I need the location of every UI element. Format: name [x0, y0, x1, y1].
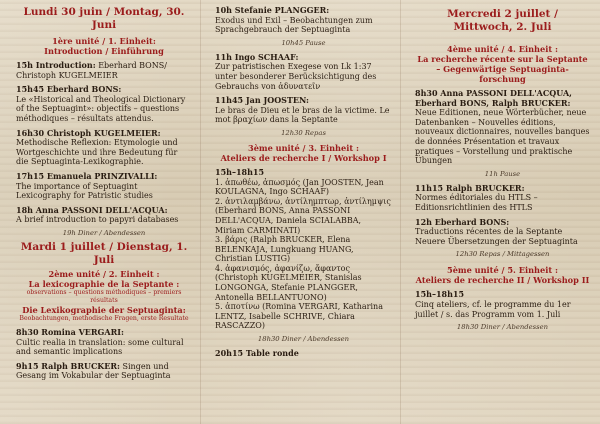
unit5-title: 5ème unité / 5. Einheit : [447, 265, 558, 276]
session-text: Exodus und Exil – Beobachtungen zum Sprachgebrauch der Septuaginta [215, 15, 373, 35]
session-text: The importance of Septuagint Lexicography for Patristic studies [16, 181, 153, 201]
session-time: 11h15 Ralph BRUCKER: [415, 182, 525, 193]
session-text: Zur patristischen Exegese von Lk 1:37 unter besonderer Berücksichtigung des Gebrauchs von ἀδυνατεῖν [215, 62, 377, 91]
session-time: 10h Stefanie PLANGGER: [215, 5, 330, 15]
session-editions [415, 89, 590, 166]
session-plangger [215, 6, 392, 35]
session-joosten [215, 96, 392, 125]
day-header-wednesday-de: Mittwoch, 2. Juli [453, 21, 552, 33]
session-text: Singen und Gesang im Vokabular der Septuaginta [16, 361, 171, 381]
unit3-title: 3ème unité / 3. Einheit : [248, 142, 359, 153]
pause-lunch: 12h30 Repas [281, 128, 326, 137]
day-header-wednesday-fr: Mercredi 2 juillet / [447, 8, 558, 20]
workshop-time-label: 15h–18h15 [215, 166, 265, 177]
workshop-item: 1. ἀπωθέω, ἀπωσμός (Jan JOOSTEN, Jean KOULAGNA, Ingo SCHAAF) [215, 177, 384, 197]
session-time: 20h15 Table ronde [215, 348, 299, 359]
workshop-item: 5. ἀποτίνω (Romina VERGARI, Katharina LENTZ, Isabelle SCHRIVE, Chiara RASCAZZO) [215, 302, 383, 331]
session-time: 9h15 Ralph BRUCKER: [16, 360, 120, 371]
workshop-item: 2. ἀντιλαμβάνω, ἀντίλημπτωρ, ἀντίλημψις (Eberhard BONS, Anna PASSONI DELL'ACQUA, Daniela SCIALABBA, Miriam CARMINATI) [215, 196, 391, 235]
session-bons [16, 85, 192, 123]
session-time: 11h Ingo SCHAAF: [215, 51, 299, 62]
unit4-title: 4ème unité / 4. Einheit : [447, 44, 558, 54]
session-brucker-htls [415, 184, 590, 213]
pause-1: 11h Pause [484, 169, 521, 178]
session-time: 8h30 Anna PASSONI DELL'ACQUA, Eberhard BONS, Ralph BRUCKER: [415, 88, 572, 108]
workshop2-note: Cinq ateliers, cf. le programme du 1er juillet / s. das Programm vom 1. Juli [415, 299, 571, 319]
workshop-time-label: 15h–18h15 [415, 289, 465, 300]
session-text: Le bras de Dieu et le bras de la victime. Le mot βραχίων dans la Septante [215, 105, 390, 125]
session-time: 8h30 Romina VERGARI: [16, 326, 124, 337]
unit1-title: 1ère unité / 1. Einheit: [52, 36, 156, 46]
session-time: 15h45 Eberhard BONS: [16, 84, 122, 95]
session-schaaf [215, 53, 392, 91]
session-text: Eberhard BONS/ Christoph KUGELMEIER [16, 61, 167, 80]
session-time: 15h Introduction: [16, 60, 96, 70]
column-wednesday [400, 0, 600, 424]
unit4-subtitle: La recherche récente sur la Septante – Gegenwärtige Septuaginta-forschung [417, 54, 588, 84]
workshop-item: 3. βάρις (Ralph BRUCKER, Elena BELENKAJA, Lungkuang HUANG, Christian LUSTIG) [215, 235, 354, 264]
session-prinzivalli [16, 172, 192, 201]
session-text: Normes éditoriales du HTLS – Editionsrichtlinien des HTLS [415, 193, 538, 212]
unit2-title: 2ème unité / 2. Einheit : [48, 268, 160, 279]
session-time: 16h30 Christoph KUGELMEIER: [16, 127, 161, 138]
pause-dinner-1: 19h Diner / Abendessen [62, 228, 146, 237]
session-kugelmeier [16, 129, 192, 167]
unit2-subtitle-de: Die Lexikographie der Septuaginta: [22, 304, 186, 315]
session-text: Neue Editionen, neue Wörterbücher, neue Datenbanken – Nouvelles éditions, nouveaux dictionnaires, nouvelles banques de données Présentation et travaux pratiques – Vorstellung und praktische Übungen [415, 108, 590, 166]
workshop-item: 4. ἀφανισμός, ἀφανίζω, ἄφαντος (Christoph KUGELMEIER, Stanislas LONGONGA, Stefanie PLANGGER, Antonella BELLANTUONO) [215, 263, 362, 302]
pause-dinner-2: 18h30 Diner / Abendessen [257, 335, 350, 344]
unit5-subtitle: Ateliers de recherche II / Workshop II [415, 275, 590, 286]
session-introduction [16, 61, 192, 80]
session-time: 12h Eberhard BONS: [415, 216, 510, 227]
day-header-monday: Lundi 30 juin / Montag, 30. Juni [23, 6, 185, 31]
unit2-subtitle-fr: La lexicographie de la Septante : [28, 278, 180, 289]
session-bons-translations [415, 218, 590, 247]
session-table-ronde [215, 349, 392, 359]
pause-lunch: 12h30 Repas / Mittagessen [455, 250, 550, 259]
workshop-time [215, 168, 392, 178]
unit2-note-fr: observations – questions méthodiques – premiers résultats [26, 288, 182, 304]
column-monday-tuesday [0, 0, 200, 424]
session-text: Methodische Reflexion: Etymologie und Wortgeschichte und ihre Bedeutung für die Septuaginta-Lexikographie. [16, 138, 178, 167]
session-passoni [16, 206, 192, 225]
session-text: Le «Historical and Theological Dictionary of the Septuagint»: objectifs – questions méthodiques – résultats attendus. [16, 94, 186, 123]
session-text: Traductions récentes de la Septante Neuere Übersetzungen der Septuaginta [415, 227, 578, 246]
session-text: A brief introduction to papyri databases [16, 215, 179, 225]
unit3-subtitle: Ateliers de recherche I / Workshop I [220, 152, 387, 163]
session-text: Cultic realia in translation: some cultural and semantic implications [16, 337, 184, 357]
session-vergari [16, 328, 192, 357]
session-brucker [16, 362, 192, 381]
session-time: 17h15 Emanuela PRINZIVALLI: [16, 170, 158, 181]
workshop2-time [415, 290, 590, 300]
day-header-tuesday: Mardi 1 juillet / Dienstag, 1. Juli [20, 240, 188, 266]
session-time: 11h45 Jan JOOSTEN: [215, 95, 309, 106]
pause-dinner-3: 18h30 Diner / Abendessen [456, 323, 549, 332]
unit2-note-de: Beobachtungen, methodische Fragen, erste Resultate [19, 314, 189, 322]
unit1-subtitle: Introduction / Einführung [44, 46, 164, 56]
pause-1: 10h45 Pause [281, 38, 326, 47]
column-tuesday-continued [200, 0, 400, 424]
session-time: 18h Anna PASSONI DELL'ACQUA: [16, 204, 168, 215]
